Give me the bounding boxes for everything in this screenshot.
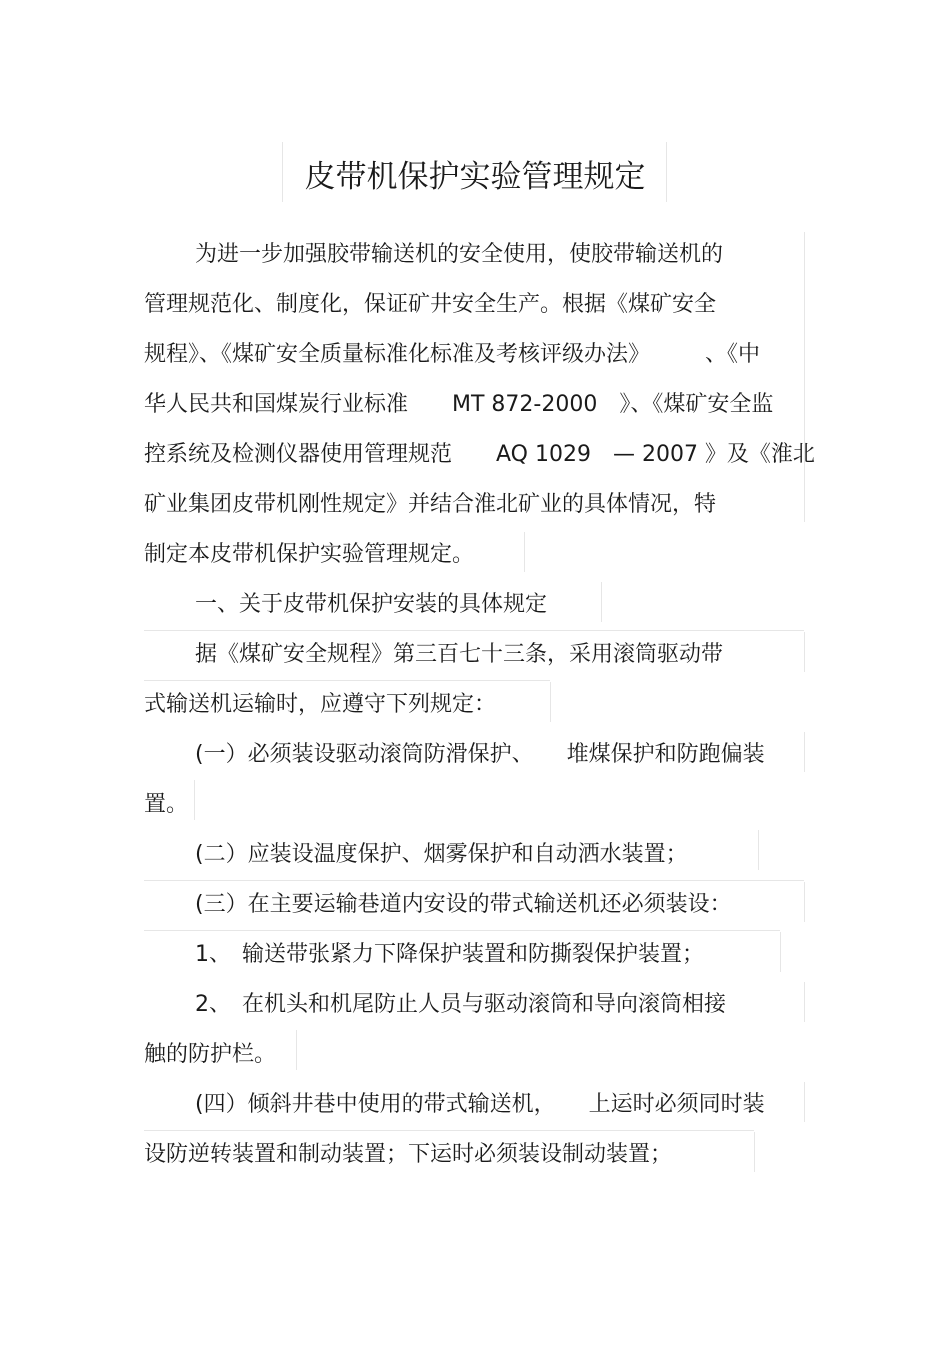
scan-rule	[550, 682, 551, 722]
scan-rule	[524, 532, 525, 572]
scan-rule	[601, 582, 602, 622]
body-line: 据《煤矿安全规程》第三百七十三条，采用滚筒驱动带	[195, 642, 724, 667]
body-line: 华人民共和国煤炭行业标准 MT 872-2000 》、《煤矿安全监	[144, 392, 774, 417]
body-line: 为进一步加强胶带输送机的安全使用，使胶带输送机的	[195, 242, 724, 267]
scan-rule	[194, 780, 195, 820]
list-item-continuation: 设防逆转装置和制动装置；下运时必须装设制动装置；	[144, 1142, 673, 1167]
scan-rule	[754, 1132, 755, 1172]
section-heading: 一、关于皮带机保护安装的具体规定	[195, 592, 548, 617]
scan-rule	[804, 882, 805, 922]
scan-rule	[296, 1030, 297, 1070]
body-line: 管理规范化、制度化，保证矿井安全生产。根据《煤矿安全	[144, 292, 717, 317]
scan-rule	[804, 732, 805, 772]
sub-list-item-continuation: 触的防护栏。	[144, 1042, 277, 1067]
body-line: 规程》、《煤矿安全质量标准化标准及考核评级办法》 、《中	[144, 342, 761, 367]
list-item-continuation: 置。	[144, 792, 189, 817]
scan-rule	[804, 632, 805, 672]
list-item: (二）应装设温度保护、烟雾保护和自动洒水装置；	[195, 842, 688, 867]
scan-rule	[144, 1130, 754, 1131]
document-title: 皮带机保护实验管理规定	[304, 159, 646, 195]
scan-rule	[780, 932, 781, 972]
list-item: (四）倾斜井巷中使用的带式输送机， 上运时必须同时装	[195, 1092, 765, 1117]
scan-rule	[758, 830, 759, 870]
scan-rule	[144, 880, 804, 881]
scan-rule	[804, 1082, 805, 1122]
scan-rule	[804, 982, 805, 1022]
body-line: 矿业集团皮带机刚性规定》并结合淮北矿业的具体情况，特	[144, 492, 717, 517]
scan-rule	[804, 232, 805, 522]
sub-list-item: 1、 输送带张紧力下降保护装置和防撕裂保护装置；	[195, 942, 704, 967]
scan-rule	[144, 930, 780, 931]
body-line: 式输送机运输时，应遵守下列规定：	[144, 692, 497, 717]
scan-rule	[144, 680, 550, 681]
list-item: (一）必须装设驱动滚筒防滑保护、 堆煤保护和防跑偏装	[195, 742, 765, 767]
body-line: 控系统及检测仪器使用管理规范 AQ 1029 — 2007 》及《淮北	[144, 442, 815, 467]
body-line: 制定本皮带机保护实验管理规定。	[144, 542, 475, 567]
list-item: (三）在主要运输巷道内安设的带式输送机还必须装设：	[195, 892, 732, 917]
scan-rule	[144, 630, 804, 631]
sub-list-item: 2、 在机头和机尾防止人员与驱动滚筒和导向滚筒相接	[195, 992, 726, 1017]
